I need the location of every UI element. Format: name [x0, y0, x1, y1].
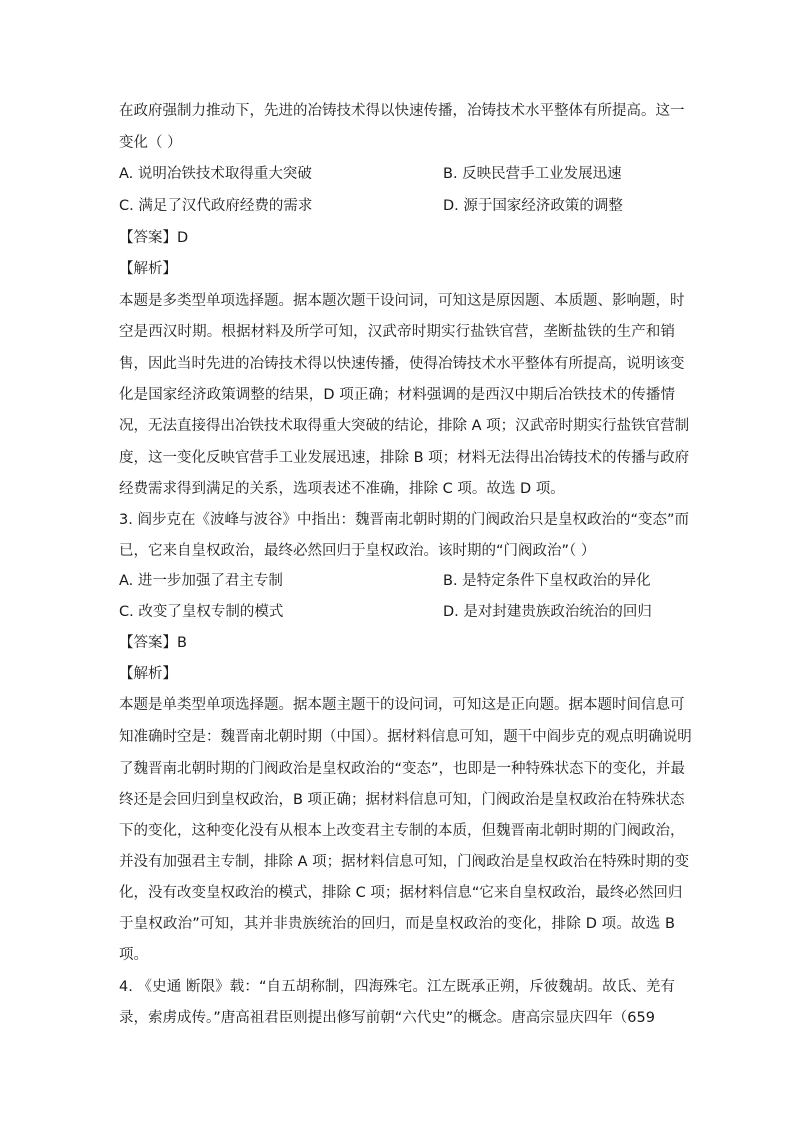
q3-option-b: B. 是特定条件下皇权政治的异化 — [443, 573, 651, 589]
q3-analysis-line: 了魏晋南北朝时期的门阀政治是皇权政治的“变态”，也即是一种特殊状态下的变化，并最 — [119, 761, 686, 777]
q2-stem-line-1: 在政府强制力推动下，先进的冶铸技术得以快速传播，冶铸技术水平整体有所提高。这一 — [119, 103, 685, 119]
q3-option-c: C. 改变了皇权专制的模式 — [119, 604, 284, 620]
q3-stem-line-2: 已，它来自皇权政治，最终必然回归于皇权政治。该时期的“门阀政治”（ ） — [119, 543, 596, 559]
q3-option-a: A. 进一步加强了君主专制 — [119, 573, 283, 589]
q2-analysis-line: 本题是多类型单项选择题。据本题次题干设问词，可知这是原因题、本质题、影响题，时 — [119, 293, 685, 309]
q2-option-d: D. 源于国家经济政策的调整 — [443, 198, 623, 214]
q2-analysis-line: 况，无法直接得出冶铁技术取得重大突破的结论，排除 A 项；汉武帝时期实行盐铁官营制 — [119, 418, 690, 434]
q3-analysis-line: 化，没有改变皇权政治的模式，排除 C 项；据材料信息“它来自皇权政治，最终必然回归 — [119, 885, 683, 901]
q2-answer: 【答案】D — [119, 230, 189, 246]
q3-analysis-line: 知准确时空是：魏晋南北朝时期（中国）。据材料信息可知，题干中阎步克的观点明确说明 — [119, 729, 692, 745]
q2-analysis-line: 经费需求得到满足的关系，选项表述不准确，排除 C 项。故选 D 项。 — [119, 481, 565, 497]
q3-analysis-line: 终还是会回归到皇权政治，B 项正确；据材料信息可知，门阀政治是皇权政治在特殊状态 — [119, 792, 685, 808]
q2-analysis-line: 空是西汉时期。根据材料及所学可知，汉武帝时期实行盐铁官营，垄断盐铁的生产和销 — [119, 324, 675, 340]
q2-analysis-line: 化是国家经济政策调整的结果，D 项正确；材料强调的是西汉中期后冶铁技术的传播情 — [119, 387, 675, 403]
q4-stem-line-1: 4. 《史通 断限》载：“自五胡称制，四海殊宅。江左既承正朔，斥彼魏胡。故氐、羌有 — [119, 979, 675, 995]
q3-analysis-line: 项。 — [119, 947, 148, 963]
q3-analysis-line: 下的变化，这种变化没有从根本上改变君主专制的本质，但魏晋南北朝时期的门阀政治， — [119, 823, 685, 839]
q2-analysis-line: 度，这一变化反映官营手工业发展迅速，排除 B 项；材料无法得出冶铸技术的传播与政府 — [119, 450, 690, 466]
q3-stem-line-1: 3. 阎步克在《波峰与波谷》中指出：魏晋南北朝时期的门阀政治只是皇权政治的“变态”而 — [119, 512, 689, 528]
q3-answer: 【答案】B — [119, 635, 187, 651]
q2-option-a: A. 说明冶铁技术取得重大突破 — [119, 166, 312, 182]
q2-option-b: B. 反映民营手工业发展迅速 — [443, 166, 622, 182]
q3-analysis-line: 并没有加强君主专制，排除 A 项；据材料信息可知，门阀政治是皇权政治在特殊时期的变 — [119, 854, 690, 870]
q4-stem-line-2: 录，索虏成传。”唐高祖君臣则提出修写前朝“六代史”的概念。唐高宗显庆四年（659 — [119, 1010, 655, 1026]
q2-stem-line-2: 变化（ ） — [119, 135, 182, 151]
q2-analysis-label: 【解析】 — [119, 261, 177, 277]
q3-analysis-line: 本题是单类型单项选择题。据本题主题干的设问词，可知这是正向题。据本题时间信息可 — [119, 697, 685, 713]
q3-analysis-label: 【解析】 — [119, 666, 177, 682]
q3-analysis-line: 于皇权政治”可知，其并非贵族统治的回归，而是皇权政治的变化，排除 D 项。故选 B — [119, 916, 675, 932]
q2-option-c: C. 满足了汉代政府经费的需求 — [119, 198, 313, 214]
q2-analysis-line: 售，因此当时先进的冶铸技术得以快速传播，使得冶铸技术水平整体有所提高，说明该变 — [119, 356, 685, 372]
q3-option-d: D. 是对封建贵族政治统治的回归 — [443, 604, 652, 620]
